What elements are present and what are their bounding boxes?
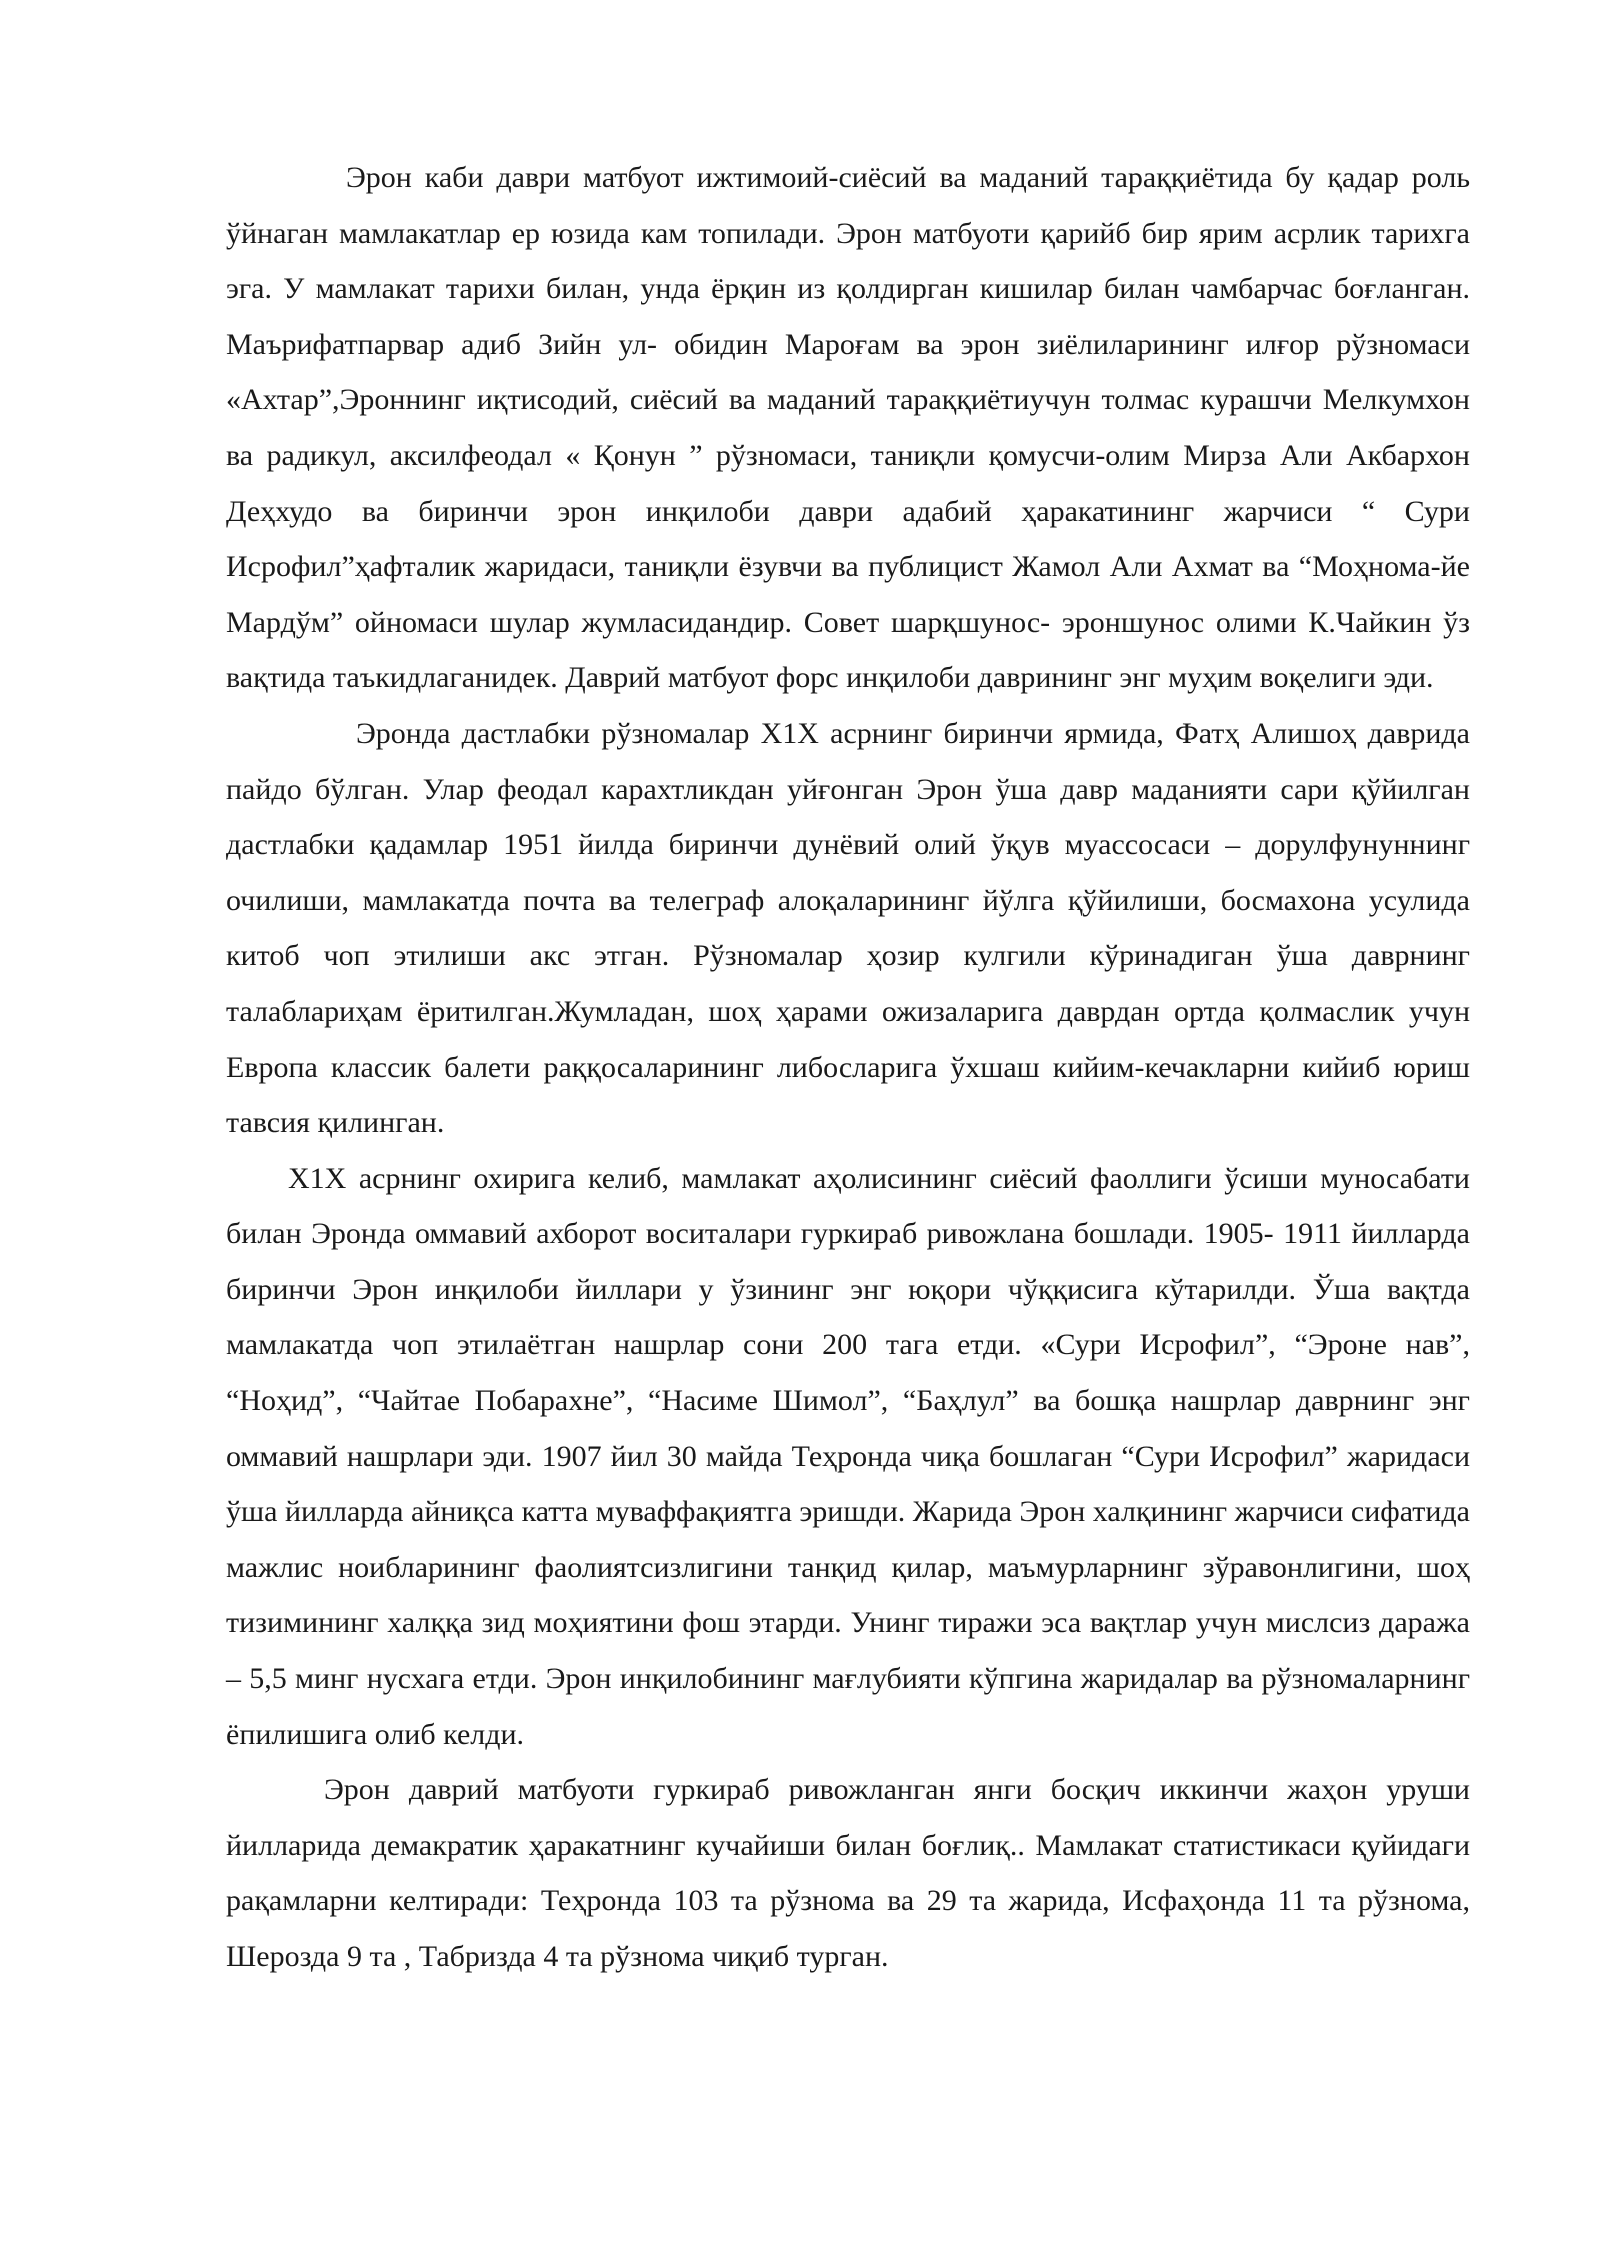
paragraph-4: Эрон даврий матбуоти гуркираб ривожланган янги босқич иккинчи жаҳон уруши йилларида демакратик ҳаракатнинг кучайиши билан боғлиқ.. Мамлакат статистикаси қуйидаги рақамларни келтиради: Теҳронда 103 та рўзнома ва 29 та жарида, Исфаҳонда 11 та рўзнома, Шерозда 9 та , Табризда 4 та рўзнома чиқиб турган. [226, 1773, 1470, 1973]
paragraph-2: Эронда дастлабки рўзномалар Х1Х асрнинг биринчи ярмида, Фатҳ Алишоҳ даврида пайдо бўлган. Улар феодал карахтликдан уйғонган Эрон ўша давр маданияти сари қўйилган дастлабки қадамлар 1951 йилда биринчи дунёвий олий ўқув муассосаси – дорулфунуннинг очилиши, мамлакатда почта ва телеграф алоқаларининг йўлга қўйилиши, босмахона усулида китоб чоп этилиши акс этган. Рўзномалар ҳозир кулгили кўринадиган ўша даврнинг талаблариҳам ёритилган.Жумладан, шоҳ ҳарами ожизаларига даврдан ортда қолмаслик учун Европа классик балети раққосаларининг либосларига ўхшаш кийим-кечакларни кийиб юриш тавсия қилинган. [226, 716, 1470, 1140]
paragraph-1: Эрон каби даври матбуот ижтимоий-сиёсий ва маданий тараққиётида бу қадар роль ўйнаган мамлакатлар ер юзида кам топилади. Эрон матбуоти қарийб бир ярим асрлик тарихга эга. У мамлакат тарихи билан, унда ёрқин из қолдирган кишилар билан чамбарчас боғланган. Маърифатпарвар адиб Зийн ул- обидин Марoғам ва эрон зиёлиларининг илғор рўзномаси «Ахтар”,Эроннинг иқтисодий, сиёсий ва маданий тараққиётиучун толмас курашчи Мелкумхон ва радикул, аксилфеодал « Қонун ” рўзномаси, таниқли қомусчи-олим Мирза Али Акбархон Деҳхудо ва биринчи эрон инқилоби даври адабий ҳаракатининг жарчиси “ Сури Исрофил”ҳафталик жаридаси, таниқли ёзувчи ва публицист Жамол Али Ахмат ва “Моҳнома-йе Мардўм” ойномаси шулар жумласидандир. Совет шарқшунос- эроншунос олими К.Чайкин ўз вақтида таъкидлаганидек. Даврий матбуот форс инқилоби даврининг энг муҳим воқелиги эди. [226, 161, 1470, 695]
paragraph-3: Х1Х асрнинг охирига келиб, мамлакат аҳолисининг сиёсий фаоллиги ўсиши муносабати билан Эронда оммавий ахборот воситалари гуркираб ривожлана бошлади. 1905- 1911 йилларда биринчи Эрон инқилоби йиллари у ўзининг энг юқори чўққисига кўтарилди. Ўша вақтда мамлакатда чоп этилаётган нашрлар сони 200 тага етди. «Сури Исрофил”, “Эроне нав”, “Ноҳид”, “Чайтае Побарахне”, “Насиме Шимол”, “Баҳлул” ва бошқа нашрлар даврнинг энг оммавий нашрлари эди. 1907 йил 30 майда Теҳронда чиқа бошлаган “Сури Исрофил” жаридаси ўша йилларда айниқса катта муваффақиятга эришди. Жарида Эрон халқининг жарчиси сифатида мажлис ноибларининг фаолиятсизлигини танқид қилар, маъмурларнинг зўравонлигини, шоҳ тизимининг халққа зид моҳиятини фош этарди. Унинг тиражи эса вақтлар учун мислсиз даража – 5,5 минг нусхага етди. Эрон инқилобининг мағлубияти кўпгина жаридалар ва рўзномаларнинг ёпилишига олиб келди. [226, 1161, 1470, 1751]
document-page [226, 150, 1470, 1985]
